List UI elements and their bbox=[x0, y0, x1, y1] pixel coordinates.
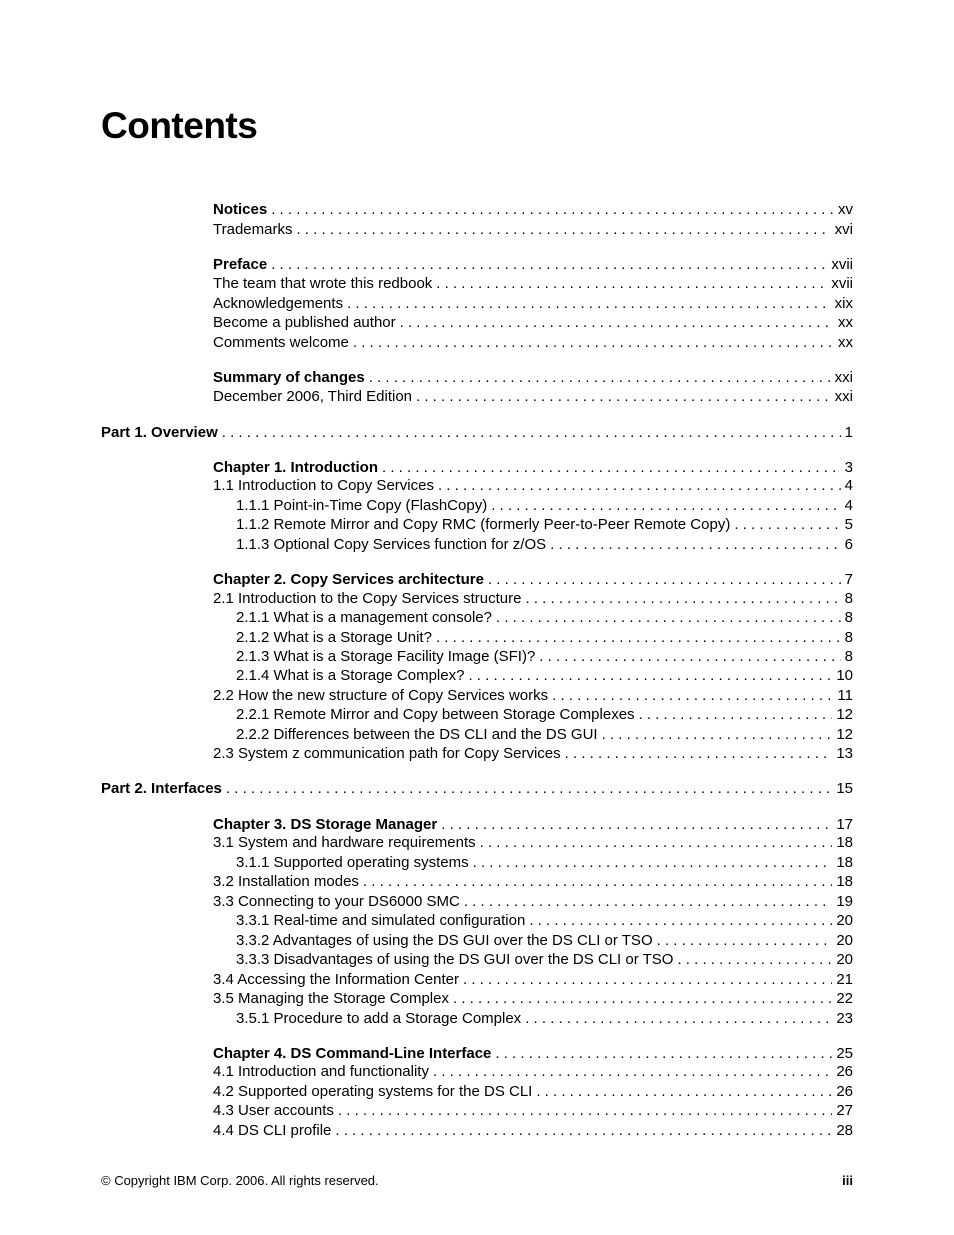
toc-entry-label: 2.3 System z communication path for Copy Services bbox=[213, 745, 561, 762]
toc-leader-dots bbox=[492, 608, 841, 627]
toc-entry-page: 20 bbox=[836, 932, 853, 949]
toc-entry[interactable] bbox=[213, 220, 853, 239]
toc-entry[interactable] bbox=[236, 950, 853, 969]
toc-entry[interactable] bbox=[236, 647, 853, 666]
toc-entry-page: 19 bbox=[836, 893, 853, 910]
toc-entry-page: 26 bbox=[836, 1063, 853, 1080]
toc-leader-dots bbox=[412, 387, 831, 406]
toc-entry-label: Chapter 1. Introduction bbox=[213, 459, 378, 476]
toc-entry[interactable] bbox=[213, 387, 853, 406]
toc-entry[interactable] bbox=[213, 294, 853, 313]
toc-entry-page: 4 bbox=[844, 477, 853, 494]
toc-entry-label: 3.2 Installation modes bbox=[213, 873, 359, 890]
toc-entry-page: 21 bbox=[836, 971, 853, 988]
toc-entry-label: 2.1 Introduction to the Copy Services structure bbox=[213, 590, 522, 607]
toc-entry-label: Summary of changes bbox=[213, 369, 365, 386]
toc-leader-dots bbox=[673, 950, 832, 969]
toc-leader-dots bbox=[487, 496, 840, 515]
footer-copyright: © Copyright IBM Corp. 2006. All rights reserved. bbox=[101, 1173, 379, 1188]
toc-entry-page: xvii bbox=[831, 275, 853, 292]
toc-entry-page: 15 bbox=[836, 780, 853, 797]
toc-entry-page: 4 bbox=[844, 497, 853, 514]
toc-leader-dots bbox=[267, 255, 827, 274]
toc-entry-page: xx bbox=[838, 334, 853, 351]
toc-leader-dots bbox=[464, 666, 832, 685]
toc-entry-label: 3.5.1 Procedure to add a Storage Complex bbox=[236, 1010, 522, 1027]
toc-entry-label: 1.1 Introduction to Copy Services bbox=[213, 477, 434, 494]
toc-entry-page: 18 bbox=[836, 854, 853, 871]
toc-entry-page: 22 bbox=[836, 990, 853, 1007]
toc-entry[interactable] bbox=[213, 368, 853, 387]
toc-leader-dots bbox=[349, 333, 834, 352]
toc-leader-dots bbox=[334, 1101, 832, 1120]
toc-entry[interactable] bbox=[213, 1062, 853, 1081]
toc-entry[interactable] bbox=[101, 779, 853, 798]
toc-entry-label: 3.3.1 Real-time and simulated configuration bbox=[236, 912, 526, 929]
toc-entry[interactable] bbox=[213, 200, 853, 219]
toc-entry-label: 2.2 How the new structure of Copy Services works bbox=[213, 687, 549, 704]
toc-entry-page: xxi bbox=[834, 388, 853, 405]
toc-leader-dots bbox=[434, 476, 841, 495]
toc-entry-label: December 2006, Third Edition bbox=[213, 388, 412, 405]
toc-entry[interactable] bbox=[213, 1044, 853, 1063]
toc-entry-label: 3.3.3 Disadvantages of using the DS GUI over the DS CLI or TSO bbox=[236, 951, 674, 968]
toc-entry[interactable] bbox=[236, 666, 853, 685]
toc-entry-label: Become a published author bbox=[213, 314, 396, 331]
toc-entry-label: 2.1.3 What is a Storage Facility Image (SFI)? bbox=[236, 648, 536, 665]
toc-entry-label: 1.1.3 Optional Copy Services function for z/OS bbox=[236, 536, 547, 553]
page-title: Contents bbox=[101, 105, 258, 146]
toc-entry-page: 11 bbox=[837, 687, 853, 704]
toc-leader-dots bbox=[484, 570, 841, 589]
toc-entry-page: 3 bbox=[844, 459, 853, 476]
toc-entry[interactable] bbox=[213, 892, 853, 911]
toc-leader-dots bbox=[521, 1009, 832, 1028]
toc-entry[interactable] bbox=[236, 911, 853, 930]
toc-entry-page: 8 bbox=[844, 629, 853, 646]
toc-entry-label: Chapter 2. Copy Services architecture bbox=[213, 571, 484, 588]
toc-leader-dots bbox=[546, 535, 841, 554]
toc-entry-label: Chapter 4. DS Command-Line Interface bbox=[213, 1045, 492, 1062]
toc-leader-dots bbox=[635, 705, 833, 724]
toc-entry-page: 26 bbox=[836, 1083, 853, 1100]
toc-entry[interactable] bbox=[213, 989, 853, 1008]
toc-entry-page: xv bbox=[838, 201, 853, 218]
toc-leader-dots bbox=[653, 931, 833, 950]
toc-entry-label: Chapter 3. DS Storage Manager bbox=[213, 816, 438, 833]
toc-entry[interactable] bbox=[213, 1082, 853, 1101]
toc-entry[interactable] bbox=[236, 515, 853, 534]
toc-entry-page: 13 bbox=[836, 745, 853, 762]
toc-leader-dots bbox=[292, 220, 830, 239]
toc-entry-label: 3.4 Accessing the Information Center bbox=[213, 971, 459, 988]
toc-entry-label: Preface bbox=[213, 256, 268, 273]
toc-entry-page: 28 bbox=[836, 1122, 853, 1139]
toc-leader-dots bbox=[535, 647, 840, 666]
toc-entry[interactable] bbox=[213, 744, 853, 763]
toc-entry-label: 2.1.1 What is a management console? bbox=[236, 609, 492, 626]
toc-entry-label: Comments welcome bbox=[213, 334, 349, 351]
toc-leader-dots bbox=[598, 725, 833, 744]
toc-entry[interactable] bbox=[213, 815, 853, 834]
toc-entry-label: 4.3 User accounts bbox=[213, 1102, 334, 1119]
toc-entry-page: 8 bbox=[844, 609, 853, 626]
toc-leader-dots bbox=[522, 589, 841, 608]
toc-entry-label: 3.3.2 Advantages of using the DS GUI over the DS CLI or TSO bbox=[236, 932, 653, 949]
toc-entry-page: 12 bbox=[836, 726, 853, 743]
toc-entry-label: Part 2. Interfaces bbox=[101, 780, 222, 797]
toc-entry-page: 18 bbox=[836, 834, 853, 851]
toc-entry-label: Part 1. Overview bbox=[101, 424, 218, 441]
toc-entry-page: 12 bbox=[836, 706, 853, 723]
toc-entry[interactable] bbox=[213, 833, 853, 852]
toc-leader-dots bbox=[561, 744, 833, 763]
toc-entry-label: 2.2.2 Differences between the DS CLI and the DS GUI bbox=[236, 726, 598, 743]
toc-entry-page: 20 bbox=[836, 912, 853, 929]
toc-leader-dots bbox=[396, 313, 834, 332]
toc-entry-label: 4.2 Supported operating systems for the DS CLI bbox=[213, 1083, 533, 1100]
toc-entry-page: 6 bbox=[844, 536, 853, 553]
footer-page-number: iii bbox=[842, 1173, 853, 1188]
toc-entry[interactable] bbox=[213, 255, 853, 274]
toc-leader-dots bbox=[449, 989, 832, 1008]
toc-entry[interactable] bbox=[213, 333, 853, 352]
toc-leader-dots bbox=[730, 515, 840, 534]
toc-entry-page: xix bbox=[834, 295, 853, 312]
toc-leader-dots bbox=[267, 200, 834, 219]
toc-entry-label: Notices bbox=[213, 201, 268, 218]
toc-entry[interactable] bbox=[236, 705, 853, 724]
toc-entry[interactable] bbox=[213, 476, 853, 495]
toc-entry-label: 3.1 System and hardware requirements bbox=[213, 834, 476, 851]
toc-leader-dots bbox=[378, 458, 841, 477]
toc-entry[interactable] bbox=[213, 313, 853, 332]
toc-entry[interactable] bbox=[236, 628, 853, 647]
toc-leader-dots bbox=[359, 872, 832, 891]
toc-entry[interactable] bbox=[236, 1009, 853, 1028]
toc-entry[interactable] bbox=[101, 423, 853, 442]
toc-entry[interactable] bbox=[236, 496, 853, 515]
toc-entry[interactable] bbox=[236, 725, 853, 744]
toc-entry[interactable] bbox=[213, 458, 853, 477]
toc-leader-dots bbox=[460, 892, 833, 911]
toc-entry-label: 1.1.1 Point-in-Time Copy (FlashCopy) bbox=[236, 497, 488, 514]
toc-entry[interactable] bbox=[236, 853, 853, 872]
toc-leader-dots bbox=[218, 423, 841, 442]
toc-entry[interactable] bbox=[213, 872, 853, 891]
toc-entry[interactable] bbox=[213, 1101, 853, 1120]
toc-entry-page: xvii bbox=[831, 256, 853, 273]
toc-entry-page: 8 bbox=[844, 648, 853, 665]
toc-entry[interactable] bbox=[213, 589, 853, 608]
toc-entry-page: xxi bbox=[834, 369, 853, 386]
toc-leader-dots bbox=[548, 686, 833, 705]
toc-entry-page: xvi bbox=[834, 221, 853, 238]
toc-entry-label: 3.1.1 Supported operating systems bbox=[236, 854, 469, 871]
toc-entry-page: 20 bbox=[836, 951, 853, 968]
toc-entry-page: 1 bbox=[844, 424, 853, 441]
toc-entry-page: 27 bbox=[836, 1102, 853, 1119]
toc-entry[interactable] bbox=[213, 1121, 853, 1140]
toc-entry-page: 23 bbox=[836, 1010, 853, 1027]
toc-leader-dots bbox=[532, 1082, 832, 1101]
toc-entry-page: 5 bbox=[844, 516, 853, 533]
toc-leader-dots bbox=[222, 779, 832, 798]
toc-entry[interactable] bbox=[213, 686, 853, 705]
toc-leader-dots bbox=[432, 274, 827, 293]
toc-entry[interactable] bbox=[236, 535, 853, 554]
toc-entry-label: The team that wrote this redbook bbox=[213, 275, 433, 292]
toc-entry-page: 8 bbox=[844, 590, 853, 607]
toc-entry-label: 2.2.1 Remote Mirror and Copy between Storage Complexes bbox=[236, 706, 635, 723]
toc-leader-dots bbox=[525, 911, 832, 930]
toc-leader-dots bbox=[343, 294, 831, 313]
toc-entry-label: 3.5 Managing the Storage Complex bbox=[213, 990, 449, 1007]
toc-entry[interactable] bbox=[213, 570, 853, 589]
toc-leader-dots bbox=[432, 628, 841, 647]
toc-entry-label: 2.1.2 What is a Storage Unit? bbox=[236, 629, 432, 646]
toc-entry-page: 18 bbox=[836, 873, 853, 890]
toc-entry-page: xx bbox=[838, 314, 853, 331]
toc-entry-label: Trademarks bbox=[213, 221, 293, 238]
toc-leader-dots bbox=[476, 833, 833, 852]
toc-entry-page: 10 bbox=[836, 667, 853, 684]
toc-entry-page: 17 bbox=[836, 816, 853, 833]
toc-leader-dots bbox=[469, 853, 833, 872]
toc-entry[interactable] bbox=[236, 931, 853, 950]
toc-entry-page: 25 bbox=[836, 1045, 853, 1062]
toc-entry-label: 4.4 DS CLI profile bbox=[213, 1122, 332, 1139]
toc-entry-label: 2.1.4 What is a Storage Complex? bbox=[236, 667, 465, 684]
toc-entry[interactable] bbox=[236, 608, 853, 627]
toc-leader-dots bbox=[365, 368, 831, 387]
toc-entry-label: Acknowledgements bbox=[213, 295, 344, 312]
toc-leader-dots bbox=[437, 815, 832, 834]
toc-leader-dots bbox=[429, 1062, 832, 1081]
toc-entry-label: 1.1.2 Remote Mirror and Copy RMC (formerly Peer-to-Peer Remote Copy) bbox=[236, 516, 731, 533]
toc-leader-dots bbox=[491, 1044, 832, 1063]
toc-entry-page: 7 bbox=[844, 571, 853, 588]
toc-leader-dots bbox=[331, 1121, 832, 1140]
toc-entry[interactable] bbox=[213, 274, 853, 293]
toc-leader-dots bbox=[459, 970, 832, 989]
toc-entry-label: 4.1 Introduction and functionality bbox=[213, 1063, 429, 1080]
toc-entry[interactable] bbox=[213, 970, 853, 989]
toc-entry-label: 3.3 Connecting to your DS6000 SMC bbox=[213, 893, 460, 910]
